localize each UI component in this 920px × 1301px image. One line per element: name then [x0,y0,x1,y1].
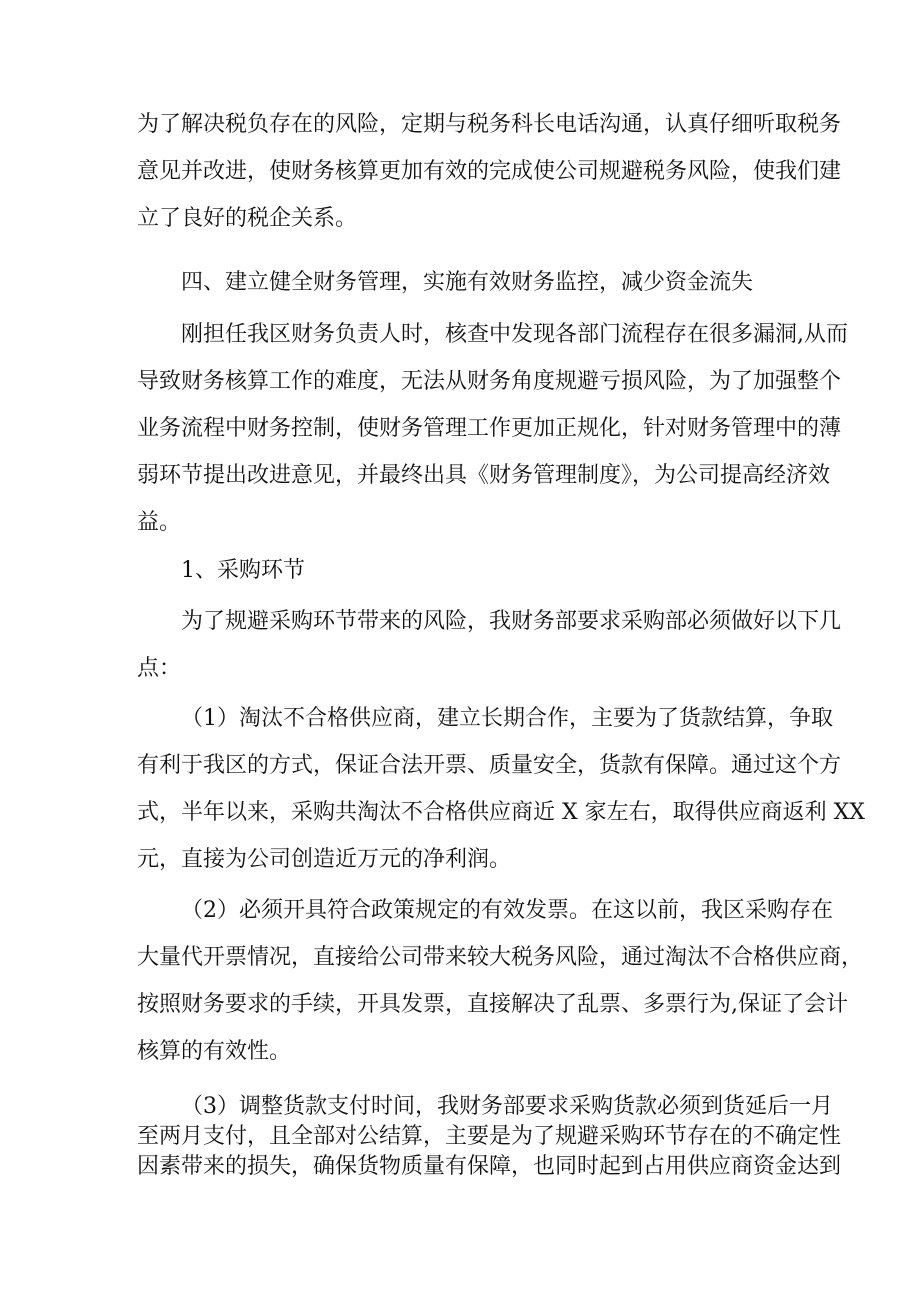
text-line: （2）必须开具符合政策规定的有效发票。在这以前，我区采购存在 [181,898,833,923]
text-line: 至两月支付，且全部对公结算，主要是为了规避采购环节存在的不确定性 [137,1124,842,1149]
text-line: 按照财务要求的手续，开具发票，直接解决了乱票、多票行为,保证了会计 [137,992,848,1017]
section-heading [181,270,795,296]
text-line: 刚担任我区财务负责人时，核查中发现各部门流程存在很多漏洞,从而 [181,322,848,347]
text-line: 1、采购环节 [181,558,305,583]
text-line: 立了良好的税企关系。 [137,206,358,231]
text-line: （1）淘汰不合格供应商，建立长期合作，主要为了货款结算，争取 [181,706,833,731]
text-line: 因素带来的损失，确保货物质量有保障，也同时起到占用供应商资金达到 [137,1154,842,1179]
text-line: 弱环节提出改进意见，并最终出具《财务管理制度》，为公司提高经济效 [137,463,831,488]
text-line: 四、建立健全财务管理，实施有效财务监控，减少资金流失 [181,270,754,295]
text-line: 意见并改进，使财务核算更加有效的完成使公司规避税务风险，使我们建 [137,159,842,184]
text-line: 式，半年以来，采购共淘汰不合格供应商近 X 家左右，取得供应商返利 XX [137,800,865,825]
text-line: 元，直接为公司创造近万元的净利润。 [137,847,512,872]
subsection-heading [181,558,795,584]
text-line: （3）调整货款支付时间，我财务部要求采购货款必须到货延后一月 [181,1094,833,1119]
text-line: 为了规避采购环节带来的风险，我财务部要求采购部必须做好以下几 [181,609,842,634]
text-line: 益。 [137,510,182,535]
text-line: 有利于我区的方式，保证合法开票、质量安全，货款有保障。通过这个方 [137,753,842,778]
text-line: 导致财务核算工作的难度，无法从财务角度规避亏损风险，为了加强整个 [137,369,842,394]
text-line: 为了解决税负存在的风险，定期与税务科长电话沟通，认真仔细听取税务 [137,112,842,137]
text-line: 大量代开票情况，直接给公司带来较大税务风险，通过淘汰不合格供应商， [137,945,864,970]
text-line: 点： [137,656,182,681]
text-line: 业务流程中财务控制，使财务管理工作更加正规化，针对财务管理中的薄 [137,416,842,441]
text-line: 核算的有效性。 [137,1039,292,1064]
